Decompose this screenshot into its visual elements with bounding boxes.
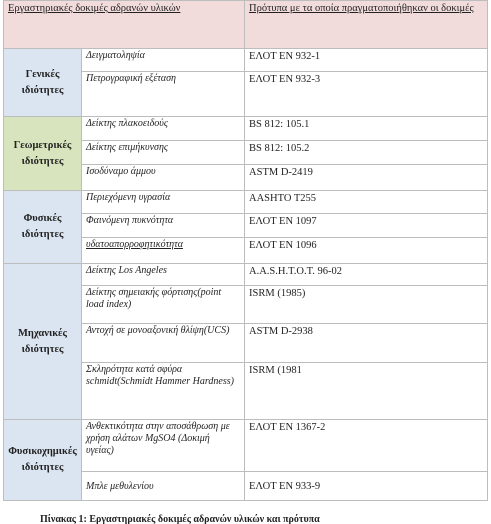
standard-petrographic: ΕΛΟΤ ΕΝ 932-3: [245, 72, 488, 117]
test-density: Φαινόμενη πυκνότητα: [82, 214, 245, 238]
standard-los-angeles: A.A.S.H.T.O.T. 96-02: [245, 264, 488, 286]
test-point-load: Δείκτης σημειακής φόρτισης(point load index): [82, 286, 245, 324]
category-geometric: Γεωμετρικές ιδιότητες: [4, 117, 82, 191]
category-physicochemical: Φυσικοχημικές ιδιότητες: [4, 420, 82, 501]
test-sand-equivalent: Ισοδύναμο άμμου: [82, 165, 245, 191]
category-general: Γενικές ιδιότητες: [4, 49, 82, 117]
test-ucs: Αντοχή σε μονοαξονική θλίψη(UCS): [82, 324, 245, 363]
standard-point-load: ISRM (1985): [245, 286, 488, 324]
test-moisture: Περιεχόμενη υγρασία: [82, 191, 245, 214]
standard-water-absorption: ΕΛΟΤ ΕΝ 1096: [245, 238, 488, 264]
header-tests: Εργαστηριακές δοκιμές αδρανών υλικών: [4, 1, 245, 49]
standard-moisture: AASHTO T255: [245, 191, 488, 214]
standard-schmidt: ISRM (1981: [245, 363, 488, 420]
table-caption: Πίνακας 1: Εργαστηριακές δοκιμές αδρανών υλικών και πρότυπα: [40, 514, 320, 524]
standard-flakiness: BS 812: 105.1: [245, 117, 488, 141]
standard-sampling: ΕΛΟΤ ΕΝ 932-1: [245, 49, 488, 72]
test-elongation: Δείκτης επιμήκυνσης: [82, 141, 245, 165]
standard-elongation: BS 812: 105.2: [245, 141, 488, 165]
test-water-absorption: υδατοαπορροφητικότητα: [82, 238, 245, 264]
test-petrographic: Πετρογραφική εξέταση: [82, 72, 245, 117]
test-sampling: Δειγματοληψία: [82, 49, 245, 72]
test-soundness: Ανθεκτικότητα στην αποσάθρωση με χρήση αλάτων MgSO4 (Δοκιμή υγείας): [82, 420, 245, 472]
test-flakiness: Δείκτης πλακοειδούς: [82, 117, 245, 141]
test-los-angeles: Δείκτης Los Angeles: [82, 264, 245, 286]
test-schmidt: Σκληρότητα κατά σφύρα schmidt(Schmidt Hammer Hardness): [82, 363, 245, 420]
standard-ucs: ASTM D-2938: [245, 324, 488, 363]
header-standards: Πρότυπα με τα οποία πραγματοποιήθηκαν οι δοκιμές: [245, 1, 488, 49]
standard-methylene-blue: ΕΛΟΤ ΕΝ 933-9: [245, 472, 488, 501]
tests-table: [3, 0, 488, 501]
standard-density: ΕΛΟΤ ΕΝ 1097: [245, 214, 488, 238]
standard-sand-equivalent: ASTM D-2419: [245, 165, 488, 191]
category-physical: Φυσικές ιδιότητες: [4, 191, 82, 264]
category-mechanical: Μηχανικές ιδιότητες: [4, 264, 82, 420]
standard-soundness: ΕΛΟΤ ΕΝ 1367-2: [245, 420, 488, 472]
test-methylene-blue: Μπλε μεθυλενίου: [82, 472, 245, 501]
